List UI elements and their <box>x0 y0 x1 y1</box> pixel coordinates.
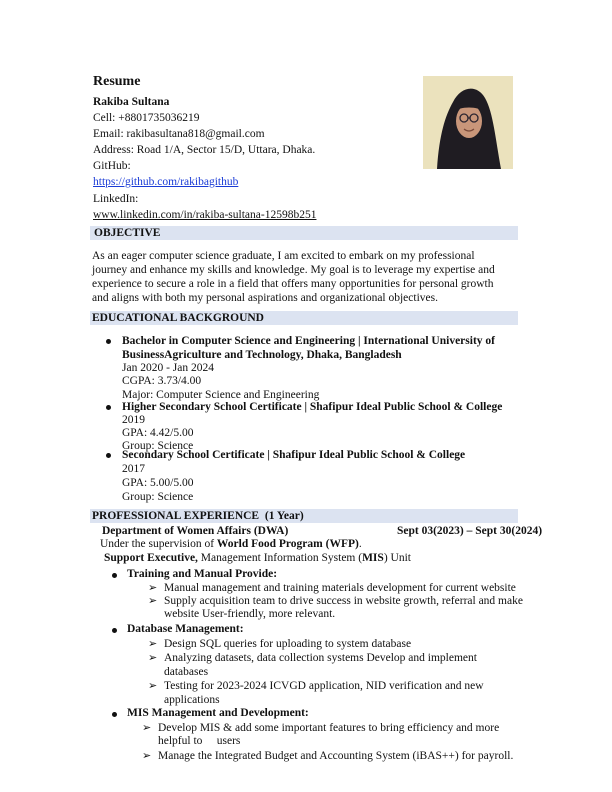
degree-title: Secondary School Certificate | Shafipur Ideal Public School & College <box>122 449 466 461</box>
degree-detail: Major: Computer Science and Engineering <box>122 389 320 401</box>
degree-detail: CGPA: 3.73/4.00 <box>122 375 202 387</box>
supervision-org: World Food Program (WFP) <box>216 538 359 550</box>
unit-abbrev: MIS <box>362 552 384 564</box>
degree-title: BusinessAgriculture and Technology, Dhaka, Bangladesh <box>122 349 402 361</box>
linkedin-label: LinkedIn: <box>93 193 139 205</box>
arrow-bullet-icon: ➢ <box>148 638 158 650</box>
arrow-bullet-icon: ➢ <box>142 722 152 734</box>
duty-point: Testing for 2023-2024 ICVGD application, NID verification and new <box>164 680 484 692</box>
degree-detail: 2017 <box>122 463 145 475</box>
duty-point-continued: applications <box>164 694 220 706</box>
duty-group-title: MIS Management and Development: <box>127 707 309 719</box>
cell-number: Cell: +8801735036219 <box>93 112 200 124</box>
duty-point-continued: databases <box>164 666 209 678</box>
arrow-bullet-icon: ➢ <box>142 750 152 762</box>
email-address: Email: rakibasultana818@gmail.com <box>93 128 265 140</box>
github-label: GitHub: <box>93 160 131 172</box>
degree-detail: GPA: 4.42/5.00 <box>122 427 194 439</box>
arrow-bullet-icon: ➢ <box>148 582 158 594</box>
duty-point: Analyzing datasets, data collection systems Develop and implement <box>164 652 477 664</box>
duty-point: Manual management and training materials development for current website <box>164 582 516 594</box>
duty-point: Manage the Integrated Budget and Accounting System (iBAS++) for payroll. <box>158 750 514 762</box>
objective-heading: OBJECTIVE <box>94 227 161 239</box>
github-link[interactable]: https://github.com/rakibagithub <box>93 176 239 188</box>
unit-prefix: Management Information System ( <box>197 552 363 564</box>
candidate-name: Rakiba Sultana <box>93 96 170 108</box>
profile-photo <box>423 76 513 169</box>
education-heading: EDUCATIONAL BACKGROUND <box>92 312 264 324</box>
employment-dates: Sept 03(2023) – Sept 30(2024) <box>397 525 543 537</box>
duty-point: Develop MIS & add some important features to bring efficiency and more <box>158 722 500 734</box>
linkedin-link[interactable]: www.linkedin.com/in/rakiba-sultana-12598b251 <box>93 209 317 221</box>
bullet-icon <box>112 573 117 578</box>
arrow-bullet-icon: ➢ <box>148 595 158 607</box>
degree-detail: Group: Science <box>122 491 194 503</box>
postal-address: Address: Road 1/A, Sector 15/D, Uttara, Dhaka. <box>93 144 316 156</box>
role-title: Support Executive, <box>104 552 198 564</box>
duty-point-continued: helpful to users <box>158 735 241 747</box>
degree-title: Higher Secondary School Certificate | Shafipur Ideal Public School & College <box>122 401 503 413</box>
duty-point: Supply acquisition team to drive success in website growth, referral and make <box>164 595 523 607</box>
supervision-line <box>100 537 362 551</box>
experience-duration: (1 Year) <box>264 510 304 522</box>
bullet-icon <box>106 339 111 344</box>
objective-line: journey and enhance my skills and knowledge. My goal is to leverage my expertise and <box>92 264 495 276</box>
degree-detail: 2019 <box>122 414 145 426</box>
experience-heading-label: PROFESSIONAL EXPERIENCE <box>92 510 260 522</box>
bullet-icon <box>106 453 111 458</box>
bullet-icon <box>112 628 117 633</box>
experience-heading <box>92 509 304 523</box>
supervision-prefix: Under the supervision of <box>100 538 217 550</box>
duty-group-title: Training and Manual Provide: <box>127 568 278 580</box>
objective-line: experience to secure a role in a field that offers many opportunities for personal growth <box>92 278 494 290</box>
unit-suffix: ) Unit <box>383 552 411 564</box>
degree-detail: Group: Science <box>122 440 194 452</box>
role-line <box>104 551 411 565</box>
degree-detail: GPA: 5.00/5.00 <box>122 477 194 489</box>
degree-detail: Jan 2020 - Jan 2024 <box>122 362 214 374</box>
duty-point-continued: website User-friendly, more relevant. <box>164 608 336 620</box>
bullet-icon <box>106 405 111 410</box>
arrow-bullet-icon: ➢ <box>148 652 158 664</box>
degree-title: Bachelor in Computer Science and Engineering | International University of <box>122 335 495 347</box>
objective-line: and aligns with both my personal aspirations and organizational objectives. <box>92 292 438 304</box>
duty-group-title: Database Management: <box>127 623 244 635</box>
resume-title: Resume <box>93 74 141 89</box>
supervision-suffix: . <box>358 538 362 550</box>
employer-name: Department of Women Affairs (DWA) <box>102 525 289 537</box>
duty-point: Design SQL queries for uploading to system database <box>164 638 412 650</box>
arrow-bullet-icon: ➢ <box>148 680 158 692</box>
bullet-icon <box>112 712 117 717</box>
objective-line: As an eager computer science graduate, I am excited to embark on my professional <box>92 250 475 262</box>
